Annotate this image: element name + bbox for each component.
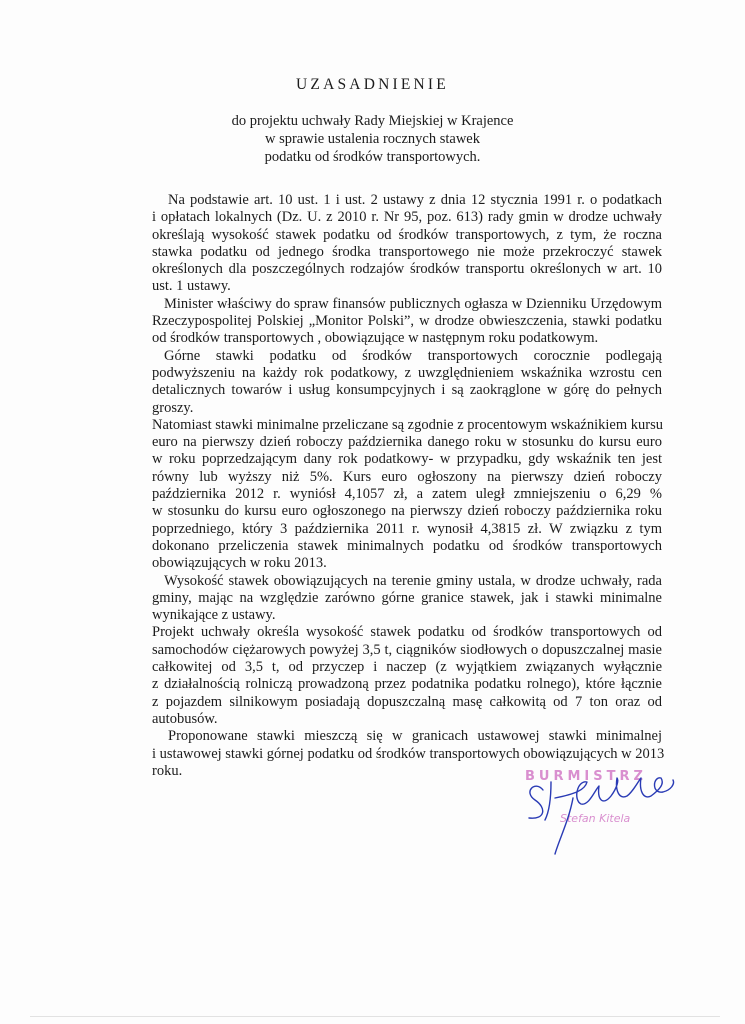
body-line: groszy. [152, 399, 194, 416]
body-line: samochodów ciężarowych powyżej 3,5 t, ciągników siodłowych o dopuszczalnej masie [152, 641, 662, 658]
body-line: podwyższeniu na każdy rok podatkowy, z uwzględnieniem wskaźnika wzrostu cen [152, 364, 662, 381]
body-line: w stosunku do kursu euro ogłoszonego na pierwszy dzień roboczy października roku [152, 503, 662, 520]
body-line: euro na pierwszy dzień roboczy października danego roku w stosunku do kursu euro [152, 434, 662, 451]
subtitle-line: w sprawie ustalenia rocznych stawek [264, 131, 480, 147]
body-line: i opłatach lokalnych (Dz. U. z 2010 r. Nr 95, poz. 613) rady gmin w drodze uchwały [152, 209, 662, 226]
body-line: z pojazdem silnikowym posiadają dopuszczalną masę całkowitą od 7 ton oraz od [152, 693, 662, 710]
body-line: Rzeczypospolitej Polskiej „Monitor Polski”, w drodze obwieszczenia, stawki podatku [152, 313, 662, 330]
body-line: Górne stawki podatku od środków transportowych corocznie podlegają [164, 347, 662, 364]
body-line: w roku poprzedzającym dany rok podatkowy- w przypadku, gdy wskaźnik ten jest [152, 451, 662, 468]
document-title: UZASADNIENIE [296, 76, 449, 93]
body-line: określonych dla poszczególnych rodzajów środków transportu określonych w art. 10 [152, 261, 662, 278]
body-line: października 2012 r. wyniósł 4,1057 zł, a zatem uległ zmniejszeniu o 6,29 % [152, 486, 662, 503]
body-line: gminy, mając na względzie zarówno górne granice stawek, jak i stawki minimalne [152, 589, 662, 606]
body-line: stawka podatku od jednego środka transportowego nie może przekroczyć stawek [152, 243, 662, 260]
body-line: Proponowane stawki mieszczą się w granicach ustawowej stawki minimalnej [168, 728, 662, 745]
body-line: wynikające z ustawy. [152, 607, 276, 624]
body-line: autobusów. [152, 710, 218, 727]
body-line: obowiązujących w roku 2013. [152, 555, 327, 572]
body-line: ust. 1 ustawy. [152, 278, 231, 295]
body-line: Na podstawie art. 10 ust. 1 i ust. 2 ustawy z dnia 12 stycznia 1991 r. o podatkach [168, 192, 662, 208]
body-line: całkowitej od 3,5 t, od przyczep i naczep (z wyjątkiem związanych wyłącznie [152, 659, 662, 676]
handwritten-signature [515, 760, 685, 860]
body-line: Wysokość stawek obowiązujących na terenie gminy ustala, w drodze uchwały, rada [164, 572, 662, 589]
body-line: poprzedniego, który 3 października 2011 r. wynosił 4,3815 zł. W związku z tym [152, 520, 662, 537]
body-line: roku. [152, 762, 183, 779]
body-line: detalicznych towarów i usług konsumpcyjnych i są zaokrąglone w górę do pełnych [152, 382, 662, 399]
body-line: określają wysokość stawek podatku od środków transportowych, z tym, że roczna [152, 226, 662, 243]
document-subtitle [0, 112, 745, 166]
subtitle-line: podatku od środków transportowych. [264, 149, 481, 165]
subtitle-line: do projektu uchwały Rady Miejskiej w Krajence [231, 113, 514, 129]
body-line: z działalnością rolniczą prowadzoną przez podatnika podatku rolnego), które łącznie [152, 676, 662, 693]
body-line: dokonano przeliczenia stawek minimalnych podatku od środków transportowych [152, 537, 662, 554]
stamp-title: BURMISTRZ [525, 769, 647, 784]
body-line: równy lub wyższy niż 5%. Kurs euro ogłoszony na pierwszy dzień roboczy [152, 468, 662, 485]
body-line: od środków transportowych , obowiązujące w następnym roku podatkowym. [152, 330, 599, 347]
body-line: Minister właściwy do spraw finansów publicznych ogłasza w Dzienniku Urzędowym [164, 295, 662, 312]
page-bottom-divider [30, 1016, 720, 1017]
stamp-name: Stefan Kitela [560, 812, 631, 825]
document-body [152, 192, 665, 780]
body-line: Projekt uchwały określa wysokość stawek podatku od środków transportowych od [152, 624, 662, 641]
body-line: Natomiast stawki minimalne przeliczane są zgodnie z procentowym wskaźnikiem kursu [152, 416, 663, 433]
body-line: i ustawowej stawki górnej podatku od środków transportowych obowiązujących w 2013 [152, 745, 665, 762]
